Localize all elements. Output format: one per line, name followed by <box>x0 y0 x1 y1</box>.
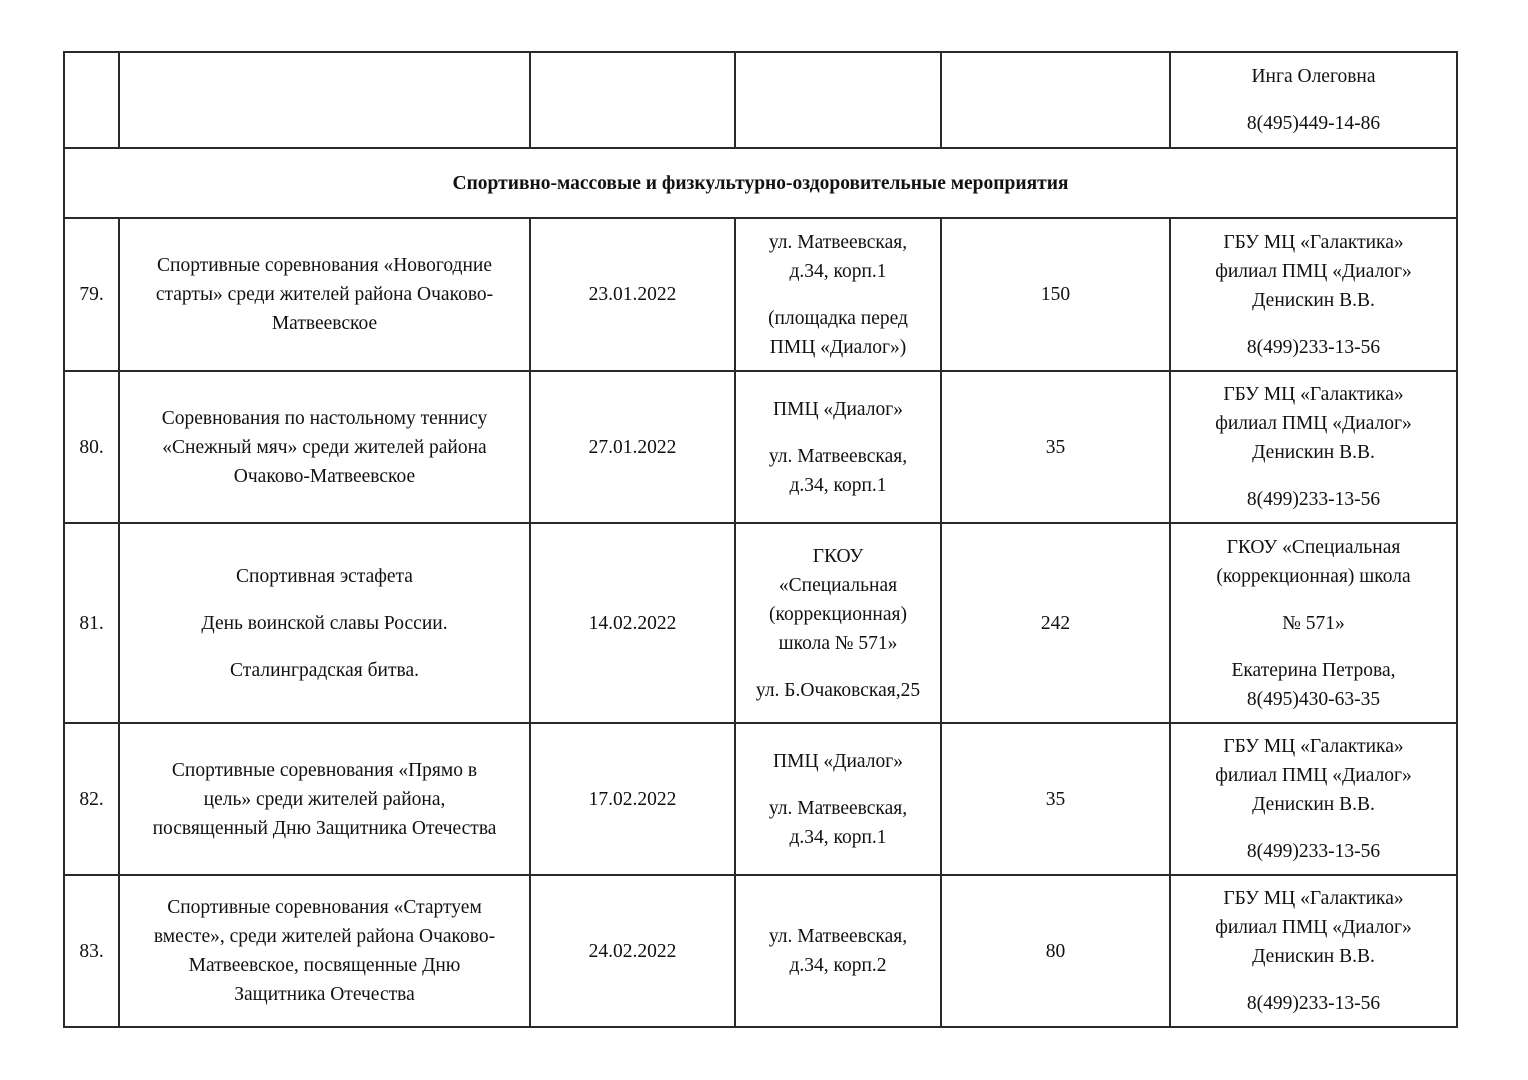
num-cell <box>64 52 119 148</box>
responsible-name: Инга Олеговна <box>1251 66 1376 87</box>
responsible-phone: 8(499)233-13-56 <box>1246 489 1381 510</box>
event-place <box>735 218 941 371</box>
event-date: 14.02.2022 <box>530 523 735 723</box>
event-place <box>735 875 941 1027</box>
table-row <box>64 875 1457 1027</box>
responsible-line: Екатерина Петрова, <box>1231 659 1396 681</box>
responsible-cell <box>1170 218 1457 371</box>
responsible-line: филиал ПМЦ «Диалог» <box>1215 917 1412 938</box>
table-row <box>64 523 1457 723</box>
place-line: ул. Матвеевская, <box>768 445 908 467</box>
place-line: ул. Матвеевская, <box>768 926 908 947</box>
place-line: д.34, корп.1 <box>789 260 887 282</box>
event-title <box>119 371 530 523</box>
responsible-phone: 8(495)449-14-86 <box>1246 113 1381 134</box>
event-title-line: Спортивные соревнования «Прямо в <box>171 759 478 781</box>
place-line: д.34, корп.1 <box>789 474 887 496</box>
responsible-line: ГБУ МЦ «Галактика» <box>1223 231 1404 253</box>
event-date: 24.02.2022 <box>530 875 735 1027</box>
place-line: д.34, корп.1 <box>789 826 887 848</box>
responsible-cell <box>1170 723 1457 875</box>
title-cell <box>119 52 530 148</box>
table-row <box>64 218 1457 371</box>
date-cell <box>530 52 735 148</box>
row-number: 83. <box>64 875 119 1027</box>
event-date: 27.01.2022 <box>530 371 735 523</box>
event-place <box>735 523 941 723</box>
participants-count: 242 <box>941 523 1170 723</box>
responsible-line: (коррекционная) школа <box>1216 565 1411 587</box>
event-title-line: День воинской славы России. <box>201 612 448 634</box>
responsible-line: ГКОУ «Специальная <box>1226 536 1401 558</box>
responsible-line: филиал ПМЦ «Диалог» <box>1215 765 1412 786</box>
row-number: 81. <box>64 523 119 723</box>
event-title-line: Защитника Отечества <box>234 984 415 1005</box>
event-title-line: Очаково-Матвеевское <box>233 465 416 487</box>
event-title <box>119 523 530 723</box>
event-title-line: «Снежный мяч» среди жителей района <box>162 436 487 458</box>
row-number: 80. <box>64 371 119 523</box>
participants-count: 150 <box>941 218 1170 371</box>
event-title-line: старты» среди жителей района Очаково- <box>155 284 494 305</box>
event-title <box>119 875 530 1027</box>
responsible-cell <box>1170 875 1457 1027</box>
section-row <box>64 148 1457 218</box>
event-title <box>119 218 530 371</box>
place-line: д.34, корп.2 <box>789 955 887 976</box>
table-row <box>64 723 1457 875</box>
table-row <box>64 371 1457 523</box>
place-line: (площадка перед <box>768 307 908 329</box>
responsible-line: ГБУ МЦ «Галактика» <box>1223 736 1404 757</box>
event-date: 17.02.2022 <box>530 723 735 875</box>
events-table <box>63 51 1458 1028</box>
responsible-phone: 8(499)233-13-56 <box>1246 336 1381 358</box>
participants-count: 35 <box>941 723 1170 875</box>
place-line: ГКОУ <box>812 545 864 567</box>
responsible-phone: 8(499)233-13-56 <box>1246 841 1381 862</box>
responsible-phone: 8(499)233-13-56 <box>1246 993 1381 1014</box>
event-title-line: цель» среди жителей района, <box>203 788 446 810</box>
event-title-line: Спортивная эстафета <box>236 565 413 587</box>
event-title <box>119 723 530 875</box>
place-line: (коррекционная) <box>769 603 907 625</box>
responsible-phone: 8(495)430-63-35 <box>1246 688 1381 710</box>
event-title-line: Матвеевское <box>271 313 378 334</box>
place-line: ул. Б.Очаковская,25 <box>755 679 921 701</box>
place-line: «Специальная <box>778 574 898 596</box>
event-title-line: Соревнования по настольному теннису <box>161 407 488 429</box>
place-cell <box>735 52 941 148</box>
participants-count: 35 <box>941 371 1170 523</box>
row-number: 79. <box>64 218 119 371</box>
place-line: ул. Матвеевская, <box>768 231 908 253</box>
table-row <box>64 52 1457 148</box>
participants-count: 80 <box>941 875 1170 1027</box>
responsible-cell <box>1170 371 1457 523</box>
row-number: 82. <box>64 723 119 875</box>
place-line: ПМЦ «Диалог» <box>773 750 903 772</box>
responsible-line: Денискин В.В. <box>1252 946 1375 967</box>
event-title-line: Спортивные соревнования «Стартуем <box>167 897 482 918</box>
section-title: Спортивно-массовые и физкультурно-оздоровительные мероприятия <box>64 148 1457 218</box>
event-title-line: Сталинградская битва. <box>230 659 419 681</box>
responsible-cell <box>1170 52 1457 148</box>
responsible-line: № 571» <box>1282 612 1345 634</box>
responsible-line: филиал ПМЦ «Диалог» <box>1215 413 1412 434</box>
responsible-line: ГБУ МЦ «Галактика» <box>1223 384 1404 405</box>
event-title-line: посвященный Дню Защитника Отечества <box>152 817 497 839</box>
place-line: школа № 571» <box>778 632 898 654</box>
event-place <box>735 371 941 523</box>
responsible-line: Денискин В.В. <box>1252 794 1375 815</box>
event-place <box>735 723 941 875</box>
place-line: ПМЦ «Диалог» <box>773 398 903 420</box>
event-title-line: Матвеевское, посвященные Дню <box>188 955 461 976</box>
event-title-line: Спортивные соревнования «Новогодние <box>157 255 492 276</box>
event-date: 23.01.2022 <box>530 218 735 371</box>
event-title-line: вместе», среди жителей района Очаково- <box>153 926 496 947</box>
responsible-line: филиал ПМЦ «Диалог» <box>1215 260 1412 282</box>
responsible-line: Денискин В.В. <box>1252 289 1375 311</box>
count-cell <box>941 52 1170 148</box>
responsible-line: Денискин В.В. <box>1252 442 1375 463</box>
place-line: ПМЦ «Диалог») <box>769 336 907 358</box>
responsible-line: ГБУ МЦ «Галактика» <box>1223 888 1404 909</box>
responsible-cell <box>1170 523 1457 723</box>
place-line: ул. Матвеевская, <box>768 797 908 819</box>
